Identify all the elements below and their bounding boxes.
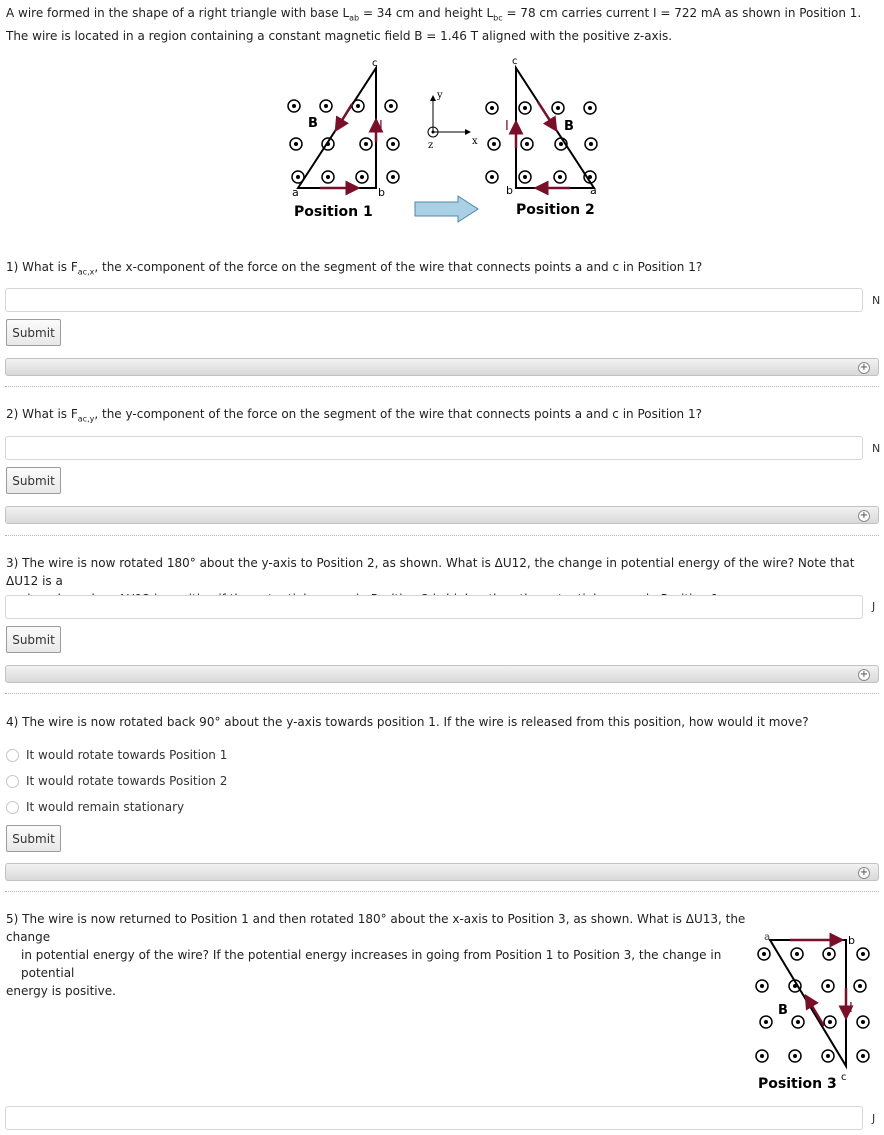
point-a2-label: a xyxy=(590,184,597,197)
q2-answer-input[interactable] xyxy=(5,436,863,460)
question-2-text: 2) What is $F_{ac,y}$, the y-component of the force on the segment of the wire that connects points a and c in Position 1? xyxy=(6,407,702,424)
z-axis-label: z xyxy=(428,140,434,151)
current-label-3: I xyxy=(849,1001,853,1016)
axes-icon xyxy=(428,90,478,151)
position-2-label: Position 2 xyxy=(516,202,595,218)
divider xyxy=(5,386,879,387)
right-arrow-icon xyxy=(415,196,478,222)
position-3-label: Position 3 xyxy=(758,1076,837,1092)
field-dots-left xyxy=(288,100,399,183)
radio-icon[interactable] xyxy=(6,775,19,788)
q3-answer-input[interactable] xyxy=(5,595,863,619)
point-a3-label: a xyxy=(764,932,771,943)
plus-circle-icon[interactable]: + xyxy=(859,362,869,373)
q2-hint-bar[interactable] xyxy=(5,506,879,524)
q1-unit: N xyxy=(872,294,881,307)
x-axis-label: x xyxy=(472,136,478,147)
question-5-text: 5) The wire is now returned to Position 1 and then rotated 180° about the x-axis to Position 3, as shown. What is ΔU13, the change in potential energy of the wire? If the potential energy increases in going from Position 1 to Position 3, the change in potential energy is positive. xyxy=(6,912,746,998)
y-axis-label: y xyxy=(437,90,443,101)
q3-unit: J xyxy=(872,600,876,613)
b-field-label-2: B xyxy=(564,119,574,134)
q4-option-2[interactable]: It would rotate towards Position 2 xyxy=(6,774,227,788)
b-field-label: B xyxy=(308,116,318,131)
q1-submit-button[interactable]: Submit xyxy=(6,319,61,346)
q4-submit-button[interactable]: Submit xyxy=(6,825,61,852)
q5-answer-input[interactable] xyxy=(5,1106,863,1130)
point-c3-label: c xyxy=(841,1072,847,1083)
plus-circle-icon[interactable]: + xyxy=(859,669,869,680)
problem-statement: A wire formed in the shape of a right triangle with base $L_{ab} = 34$ cm and height $L_{bc} = 78$ cm carries current I = 722 mA as shown in Position 1. The wire is located in a region containing a constant magnetic field B = 1.46 T aligned with the positive z-axis. xyxy=(6,6,862,44)
point-c2-label: c xyxy=(512,56,518,67)
q4-option-3[interactable]: It would remain stationary xyxy=(6,800,184,814)
q1-answer-input[interactable] xyxy=(5,288,863,312)
plus-circle-icon[interactable]: + xyxy=(859,510,869,521)
q4-option-1[interactable]: It would rotate towards Position 1 xyxy=(6,748,227,762)
q2-submit-button[interactable]: Submit xyxy=(6,467,61,494)
q3-hint-bar[interactable] xyxy=(5,665,879,683)
question-1-text: 1) What is $F_{ac,x}$, the x-component of the force on the segment of the wire that connects points a and c in Position 1? xyxy=(6,260,703,277)
point-b-label: b xyxy=(378,186,385,199)
current-label-2: I xyxy=(505,119,509,134)
field-dots-right xyxy=(486,102,597,183)
question-3-text: 3) The wire is now rotated 180° about the y-axis to Position 2, as shown. What is ΔU12, the change in potential energy of the wire? Note that ΔU12 is a xyxy=(6,556,855,588)
b-field-label-3: B xyxy=(778,1003,788,1018)
radio-icon[interactable] xyxy=(6,801,19,814)
point-b2-label: b xyxy=(506,184,513,197)
point-a-label: a xyxy=(292,186,299,199)
current-label: I xyxy=(379,119,383,134)
point-b3-label: b xyxy=(848,934,855,947)
position-3-figure xyxy=(750,928,880,1096)
divider xyxy=(5,535,879,536)
q4-hint-bar[interactable] xyxy=(5,863,879,881)
position-1-2-figure xyxy=(280,52,610,227)
question-4-text: 4) The wire is now rotated back 90° about the y-axis towards position 1. If the wire is released from this position, how would it move? xyxy=(6,715,809,729)
point-c-label: c xyxy=(372,58,378,69)
q1-hint-bar[interactable] xyxy=(5,358,879,376)
q2-unit: N xyxy=(872,442,881,455)
radio-icon[interactable] xyxy=(6,749,19,762)
plus-circle-icon[interactable]: + xyxy=(859,867,869,878)
divider xyxy=(5,891,879,892)
q3-submit-button[interactable]: Submit xyxy=(6,626,61,653)
q5-unit: J xyxy=(872,1112,876,1125)
divider xyxy=(5,693,879,694)
position-1-label: Position 1 xyxy=(294,204,373,220)
